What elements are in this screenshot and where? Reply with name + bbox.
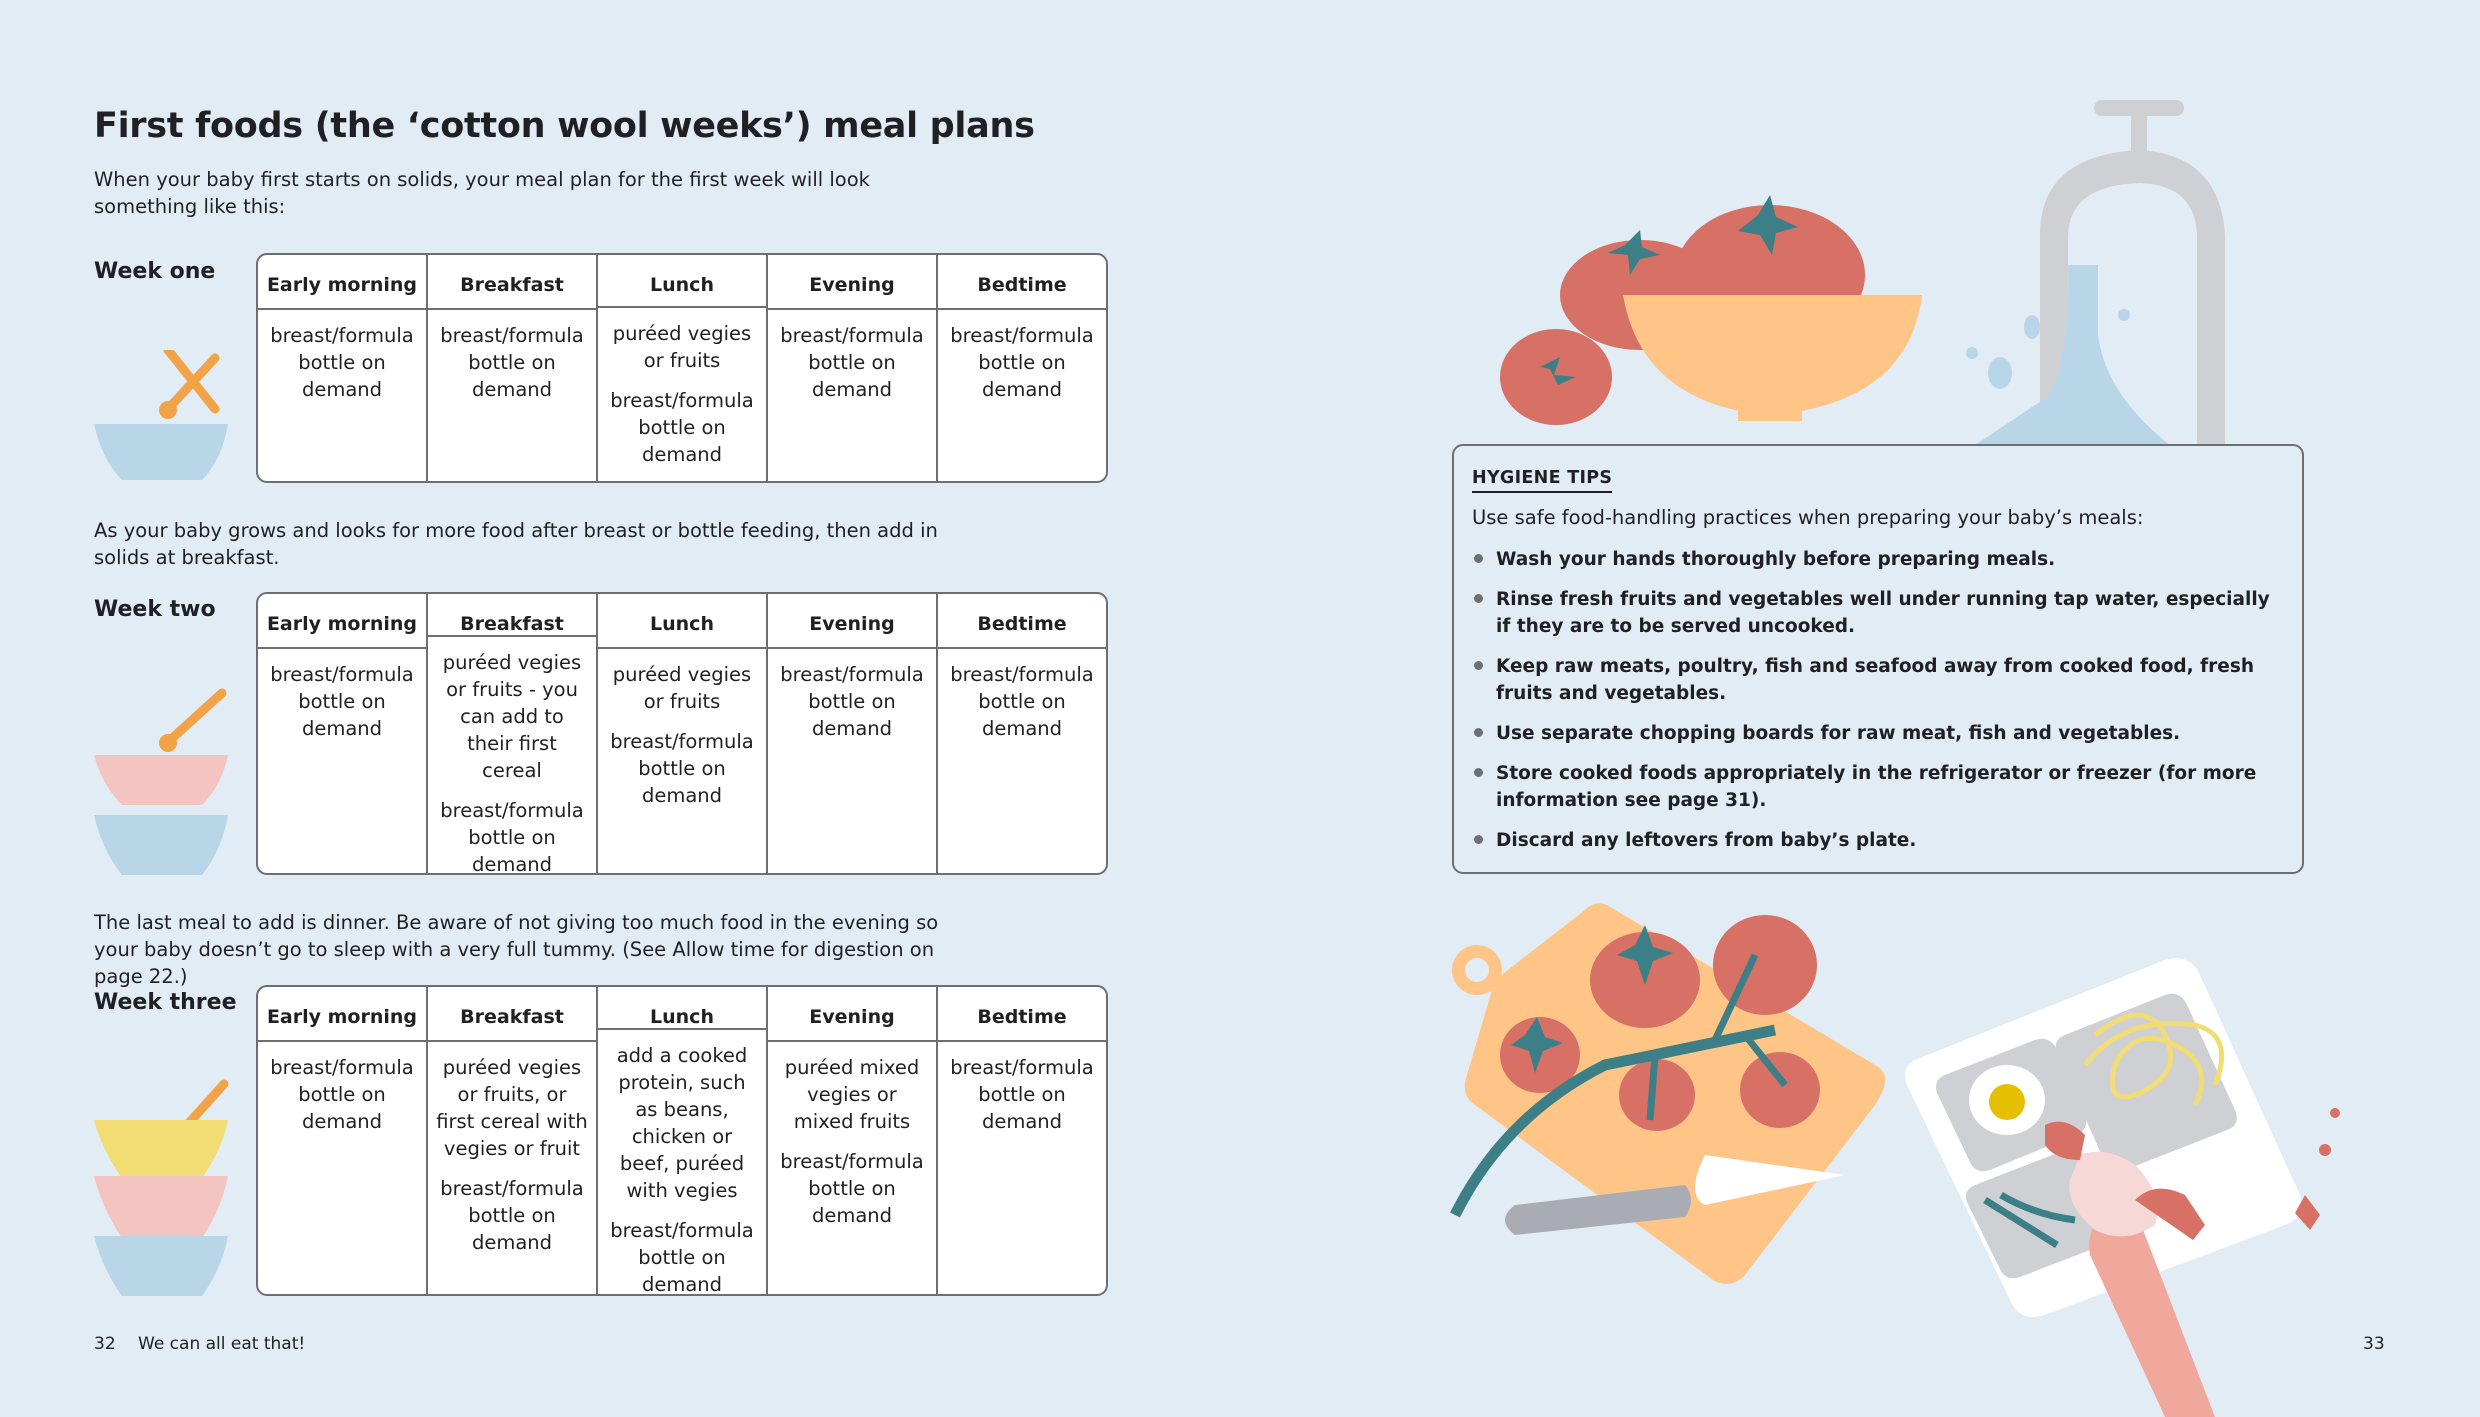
bullet-icon	[1474, 835, 1483, 844]
cell-text: breast/formula bottle on demand	[780, 663, 924, 740]
cell-text: breast/formula bottle on demand	[950, 324, 1094, 401]
week-one-table	[256, 253, 1108, 483]
bowl-stack-three-icon	[92, 1078, 232, 1298]
hygiene-tip-text: Use separate chopping boards for raw meat, fish and vegetables.	[1496, 723, 2181, 744]
plan-cell	[598, 649, 766, 822]
column-header: Evening	[768, 987, 936, 1042]
week-three-table	[256, 985, 1108, 1296]
column-header: Breakfast	[428, 255, 596, 310]
plan-column	[428, 594, 598, 876]
plan-column	[938, 255, 1106, 481]
column-header: Lunch	[598, 594, 766, 649]
column-header: Early morning	[258, 255, 426, 310]
hygiene-tips-list	[1472, 546, 2287, 867]
hygiene-tip-text: Discard any leftovers from baby’s plate.	[1496, 830, 1917, 851]
cell-text: puréed mixed vegies or mixed fruits	[784, 1056, 920, 1133]
plan-column	[428, 987, 598, 1294]
cell-text: puréed vegies or fruits	[612, 322, 752, 372]
cell-text: breast/formula bottle on demand	[780, 1150, 924, 1227]
week-one-label: Week one	[94, 259, 216, 284]
plan-column	[428, 255, 598, 481]
cell-text: breast/formula bottle on demand	[270, 324, 414, 401]
hygiene-tip-item	[1472, 827, 2287, 854]
hygiene-tip-text: Store cooked foods appropriately in the refrigerator or freezer (for more information see page 31).	[1496, 763, 2257, 811]
running-footer: We can all eat that!	[138, 1334, 306, 1354]
cell-text: puréed vegies or fruits	[612, 663, 752, 713]
week-two-label: Week two	[94, 597, 216, 622]
column-header: Bedtime	[938, 255, 1106, 310]
cell-text: breast/formula bottle on demand	[780, 324, 924, 401]
hygiene-tip-text: Wash your hands thoroughly before preparing meals.	[1496, 549, 2056, 570]
plan-cell	[598, 1030, 766, 1311]
plan-column	[768, 987, 938, 1294]
hygiene-tip-item	[1472, 586, 2287, 640]
column-header: Bedtime	[938, 987, 1106, 1042]
plan-column	[768, 594, 938, 873]
page-number-left: 32	[94, 1334, 116, 1354]
plan-column	[938, 594, 1106, 873]
plan-cell	[938, 649, 1106, 755]
bowl-stack-one-icon	[92, 350, 232, 485]
hygiene-tips-box	[1452, 444, 2304, 874]
chopping-board-and-tray-illustration	[1445, 895, 2365, 1417]
cell-text: breast/formula bottle on demand	[270, 663, 414, 740]
hygiene-tip-item	[1472, 653, 2287, 707]
plan-cell	[768, 310, 936, 416]
hygiene-tip-item	[1472, 720, 2287, 747]
tap-icon	[1966, 100, 2225, 445]
cell-text: breast/formula bottle on demand	[440, 799, 584, 876]
cell-text: breast/formula bottle on demand	[610, 730, 754, 807]
week-two-intro: As your baby grows and looks for more food after breast or bottle feeding, then add in solids at breakfast.	[94, 519, 938, 569]
plan-column	[938, 987, 1106, 1294]
tap-and-tomatoes-illustration	[1480, 95, 2240, 445]
column-header: Lunch	[598, 255, 766, 308]
cell-text: breast/formula bottle on demand	[610, 1219, 754, 1296]
fruit-bowl-icon	[1560, 195, 1922, 421]
cell-text: breast/formula bottle on demand	[270, 1056, 414, 1133]
plan-cell	[938, 310, 1106, 416]
plan-column	[598, 594, 768, 873]
cell-text: breast/formula bottle on demand	[950, 663, 1094, 740]
hygiene-tip-item	[1472, 546, 2287, 573]
plan-cell	[258, 649, 426, 755]
plan-column	[258, 594, 428, 873]
plan-cell	[428, 1042, 596, 1269]
plan-cell	[258, 310, 426, 416]
column-header: Early morning	[258, 987, 426, 1042]
cell-text: breast/formula bottle on demand	[440, 1177, 584, 1254]
cell-text: puréed vegies or fruits - you can add to their first cereal	[442, 651, 582, 782]
bullet-icon	[1474, 768, 1483, 777]
hygiene-tip-text: Rinse fresh fruits and vegetables well under running tap water, especially if they are to be served uncooked.	[1496, 589, 2270, 637]
plan-cell	[428, 637, 596, 891]
bullet-icon	[1474, 661, 1483, 670]
week-two-table	[256, 592, 1108, 875]
column-header: Bedtime	[938, 594, 1106, 649]
plan-column	[258, 255, 428, 481]
plan-column	[598, 255, 768, 481]
cell-text: puréed vegies or fruits, or first cereal with vegies or fruit	[436, 1056, 588, 1160]
column-header: Breakfast	[428, 594, 596, 637]
hygiene-tip-text: Keep raw meats, poultry, fish and seafood away from cooked food, fresh fruits and vegetables.	[1496, 656, 2255, 704]
cell-text: breast/formula bottle on demand	[440, 324, 584, 401]
page-number-right: 33	[2363, 1334, 2385, 1354]
column-header: Early morning	[258, 594, 426, 649]
tomato-icon	[1500, 329, 1612, 425]
column-header: Breakfast	[428, 987, 596, 1042]
hygiene-tip-item	[1472, 760, 2287, 814]
plan-cell	[938, 1042, 1106, 1148]
plan-cell	[428, 310, 596, 416]
week-three-intro: The last meal to add is dinner. Be aware of not giving too much food in the evening so your baby doesn’t go to sleep with a very full tummy. (See Allow time for digestion on page 22.)	[94, 911, 939, 988]
bullet-icon	[1474, 554, 1483, 563]
plan-cell	[768, 1042, 936, 1242]
cell-text: breast/formula bottle on demand	[950, 1056, 1094, 1133]
cell-text: breast/formula bottle on demand	[610, 389, 754, 466]
hygiene-tips-intro: Use safe food-handling practices when preparing your baby’s meals:	[1472, 506, 2144, 529]
column-header: Evening	[768, 594, 936, 649]
intro-paragraph: When your baby first starts on solids, your meal plan for the first week will look something like this:	[94, 168, 870, 218]
column-header: Lunch	[598, 987, 766, 1030]
plan-cell	[598, 308, 766, 481]
bullet-icon	[1474, 594, 1483, 603]
bowl-stack-two-icon	[92, 685, 232, 875]
plan-cell	[258, 1042, 426, 1148]
plan-column	[258, 987, 428, 1294]
hygiene-tips-title: HYGIENE TIPS	[1472, 468, 1612, 493]
cell-text: add a cooked protein, such as beans, chicken or beef, puréed with vegies	[616, 1044, 748, 1202]
page-title: First foods (the ‘cotton wool weeks’) meal plans	[94, 106, 1035, 146]
column-header: Evening	[768, 255, 936, 310]
plan-column	[768, 255, 938, 481]
bullet-icon	[1474, 728, 1483, 737]
week-three-label: Week three	[94, 990, 237, 1015]
plan-column	[598, 987, 768, 1294]
plan-cell	[768, 649, 936, 755]
